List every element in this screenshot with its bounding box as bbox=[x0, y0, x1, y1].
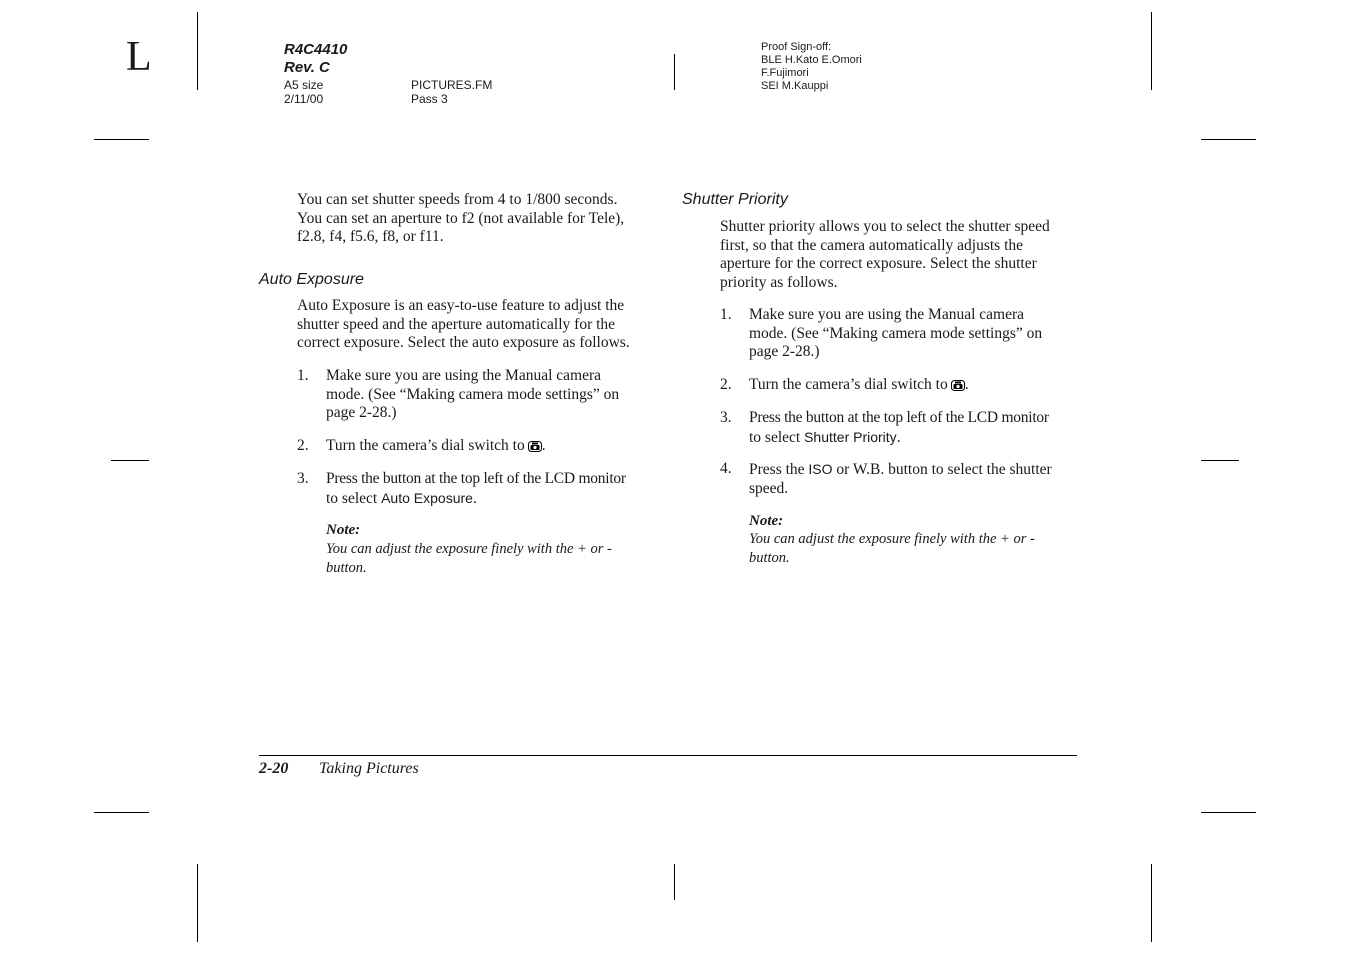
camera-icon bbox=[951, 378, 965, 397]
step-number: 1. bbox=[720, 306, 732, 323]
crop-mark bbox=[1151, 864, 1152, 942]
punctuation: . bbox=[472, 489, 477, 507]
step-text bbox=[749, 376, 969, 397]
text-line: Auto Exposure is an easy-to-use feature to adjust the bbox=[297, 297, 625, 314]
section-heading-auto-exposure: Auto Exposure bbox=[259, 271, 364, 288]
file-name: PICTURES.FM bbox=[411, 78, 493, 92]
note-text bbox=[326, 540, 612, 577]
text-line: priority as follows. bbox=[720, 273, 838, 291]
crop-mark bbox=[1201, 460, 1239, 461]
text-line: You can adjust the exposure finely with the + or - bbox=[326, 541, 612, 557]
proof-signoff bbox=[761, 41, 862, 93]
note-label: Note: bbox=[749, 513, 784, 529]
text-line bbox=[749, 460, 1052, 480]
intro-paragraph bbox=[297, 191, 624, 247]
text-span: to select bbox=[749, 428, 801, 446]
text-line: Make sure you are using the Manual camera bbox=[749, 306, 1025, 323]
punctuation: . bbox=[896, 428, 901, 446]
step-number: 3. bbox=[720, 409, 732, 426]
punctuation: . bbox=[964, 376, 969, 393]
text-span: or W.B. button to select the shutter bbox=[836, 461, 1052, 478]
page-number: 2-20 bbox=[259, 760, 289, 777]
text-line: mode. (See “Making camera mode settings” on bbox=[326, 385, 620, 403]
step-number: 4. bbox=[720, 460, 732, 477]
footer-rule bbox=[259, 755, 1077, 756]
step-number: 3. bbox=[297, 470, 309, 487]
text-line: You can set shutter speeds from 4 to 1/800 seconds. bbox=[297, 191, 618, 208]
text-line: Press the button at the top left of the LCD monitor bbox=[749, 409, 1049, 426]
text-line: button. bbox=[749, 549, 790, 566]
crop-mark bbox=[1201, 139, 1256, 140]
crop-mark bbox=[111, 460, 149, 461]
step-text bbox=[749, 306, 1042, 362]
text-line: Turn the camera’s dial switch to bbox=[326, 437, 525, 454]
note-text bbox=[749, 530, 1035, 567]
step-text bbox=[749, 460, 1052, 498]
menu-term: Auto Exposure bbox=[381, 489, 473, 506]
step-number: 2. bbox=[297, 437, 309, 454]
text-line: button. bbox=[326, 559, 367, 576]
proof-line: SEI M.Kauppi bbox=[761, 80, 829, 92]
proof-label: Proof Sign-off: bbox=[761, 41, 832, 53]
text-line: You can set an aperture to f2 (not available for Tele), bbox=[297, 209, 625, 227]
step-number: 2. bbox=[720, 376, 732, 393]
crop-mark bbox=[94, 812, 149, 813]
auto-exposure-paragraph bbox=[297, 297, 630, 353]
crop-mark bbox=[674, 54, 675, 90]
text-line: speed. bbox=[749, 479, 789, 497]
text-line: You can adjust the exposure finely with the + or - bbox=[749, 531, 1035, 547]
revision: Rev. C bbox=[284, 59, 330, 76]
punctuation: . bbox=[541, 437, 546, 454]
proof-line: F.Fujimori bbox=[761, 67, 809, 79]
step-text bbox=[326, 437, 546, 458]
text-line: Make sure you are using the Manual camera bbox=[326, 367, 602, 384]
text-line: aperture for the correct exposure. Select the shutter bbox=[720, 255, 1037, 272]
crop-mark bbox=[1151, 12, 1152, 90]
corner-mark: L bbox=[126, 34, 152, 80]
crop-mark bbox=[197, 12, 198, 90]
step-number: 1. bbox=[297, 367, 309, 384]
text-line bbox=[326, 489, 626, 509]
button-term: ISO bbox=[808, 461, 833, 477]
proof-line: BLE H.Kato E.Omori bbox=[761, 54, 862, 66]
text-line: first, so that the camera automatically adjusts the bbox=[720, 236, 1024, 254]
step-text bbox=[326, 367, 619, 423]
menu-term: Shutter Priority bbox=[804, 428, 897, 445]
text-line bbox=[749, 428, 1049, 448]
text-line: Shutter priority allows you to select the shutter speed bbox=[720, 218, 1050, 235]
text-line: page 2-28.) bbox=[749, 343, 820, 360]
text-line: Turn the camera’s dial switch to bbox=[749, 376, 948, 393]
text-line: Press the button at the top left of the LCD monitor bbox=[326, 470, 626, 487]
page-size: A5 size bbox=[284, 78, 324, 92]
text-line: f2.8, f4, f5.6, f8, or f11. bbox=[297, 228, 444, 245]
shutter-priority-paragraph bbox=[720, 218, 1050, 292]
pass-number: Pass 3 bbox=[411, 92, 448, 106]
crop-mark bbox=[1201, 812, 1256, 813]
section-title: Taking Pictures bbox=[319, 760, 419, 777]
step-text bbox=[749, 409, 1049, 447]
crop-mark bbox=[94, 139, 149, 140]
text-span: Press the bbox=[749, 461, 805, 478]
text-line: page 2-28.) bbox=[326, 404, 397, 421]
text-line: shutter speed and the aperture automatically for the bbox=[297, 315, 616, 333]
text-line: mode. (See “Making camera mode settings” on bbox=[749, 324, 1043, 342]
step-text bbox=[326, 470, 626, 508]
text-line: correct exposure. Select the auto exposure as follows. bbox=[297, 334, 630, 351]
text-span: to select bbox=[326, 489, 378, 507]
crop-mark bbox=[674, 864, 675, 900]
camera-icon bbox=[528, 439, 542, 458]
doc-date: 2/11/00 bbox=[284, 92, 324, 106]
crop-mark bbox=[197, 864, 198, 942]
section-heading-shutter-priority: Shutter Priority bbox=[682, 191, 788, 208]
doc-id: R4C4410 bbox=[284, 41, 348, 58]
note-label: Note: bbox=[326, 522, 361, 538]
